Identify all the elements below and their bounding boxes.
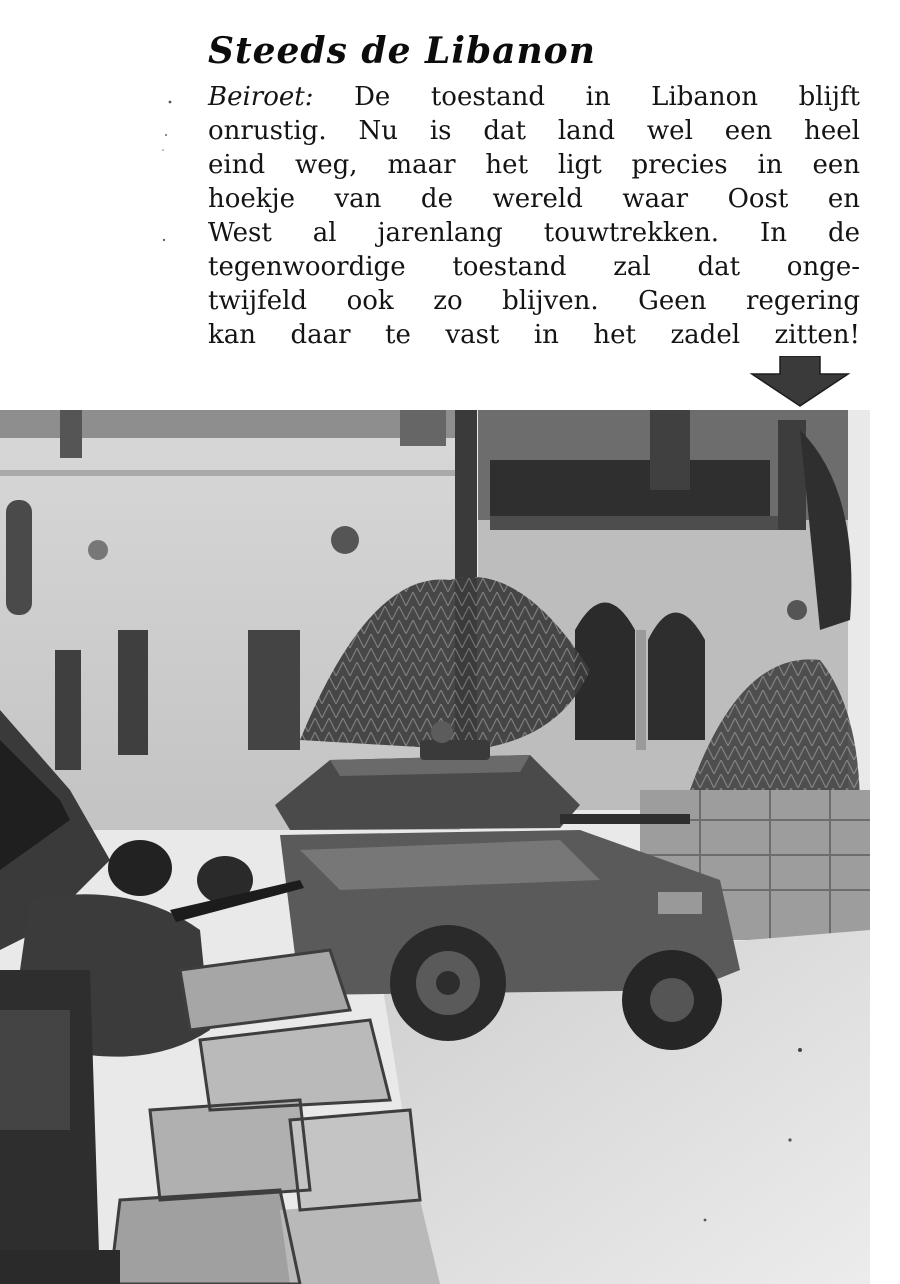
article-line-1 <box>208 80 860 114</box>
article-line-8: kan daar te vast in het zadel zitten! <box>208 320 860 350</box>
article-line-6: tegenwoordige toestand zal dat onge- <box>208 252 860 282</box>
article-line-5: West al jarenlang touwtrekken. In de <box>208 218 860 248</box>
article-text-1: De toestand in Libanon blijft <box>354 82 861 112</box>
print-specks <box>160 90 172 350</box>
headline: Steeds de Libanon <box>208 30 596 72</box>
article-line-4: hoekje van de wereld waar Oost en <box>208 184 860 214</box>
article-body <box>208 80 860 352</box>
news-photo <box>0 410 870 1284</box>
article-line-3: eind weg, maar het ligt precies in een <box>208 150 860 180</box>
news-photo-armored-car <box>0 410 870 1284</box>
article-line-7: twijfeld ook zo blijven. Geen regering <box>208 286 860 316</box>
dateline: Beiroet: <box>208 82 314 112</box>
article-line-2: onrustig. Nu is dat land wel een heel <box>208 116 860 146</box>
down-arrow-icon <box>750 356 850 408</box>
